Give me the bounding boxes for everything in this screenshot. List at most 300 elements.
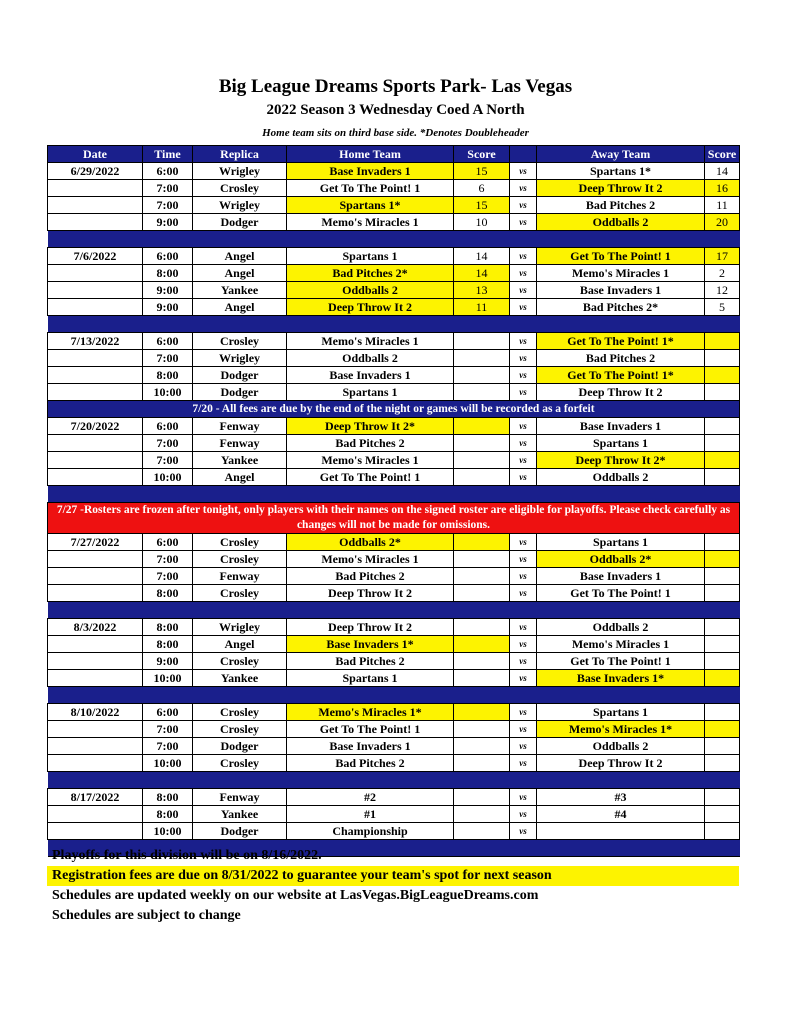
home-team-cell: Get To The Point! 1 bbox=[287, 721, 454, 738]
date-cell bbox=[48, 670, 143, 687]
away-score-cell bbox=[705, 469, 740, 486]
away-team-cell: Spartans 1 bbox=[537, 435, 705, 452]
banner-text: 7/20 - All fees are due by the end of the night or games will be recorded as a forfeit bbox=[48, 401, 740, 418]
time-cell: 10:00 bbox=[143, 469, 193, 486]
home-team-cell: Deep Throw It 2 bbox=[287, 585, 454, 602]
game-row bbox=[48, 248, 740, 265]
home-score-cell bbox=[454, 435, 510, 452]
home-team-cell: Base Invaders 1* bbox=[287, 636, 454, 653]
away-score-cell bbox=[705, 755, 740, 772]
home-score-cell bbox=[454, 806, 510, 823]
game-row bbox=[48, 823, 740, 840]
away-score-cell bbox=[705, 384, 740, 401]
home-score-cell bbox=[454, 823, 510, 840]
home-score-cell: 13 bbox=[454, 282, 510, 299]
away-team-cell: Bad Pitches 2 bbox=[537, 197, 705, 214]
away-team-cell: Deep Throw It 2 bbox=[537, 384, 705, 401]
game-row bbox=[48, 619, 740, 636]
game-row bbox=[48, 704, 740, 721]
away-score-cell bbox=[705, 585, 740, 602]
field-cell: Crosley bbox=[193, 333, 287, 350]
registration-note: Registration fees are due on 8/31/2022 to guarantee your team's spot for next season bbox=[47, 866, 739, 886]
field-cell: Crosley bbox=[193, 180, 287, 197]
game-row bbox=[48, 163, 740, 180]
field-cell: Fenway bbox=[193, 418, 287, 435]
col-header-home-team: Home Team bbox=[287, 146, 454, 163]
time-cell: 7:00 bbox=[143, 350, 193, 367]
field-cell: Dodger bbox=[193, 367, 287, 384]
field-cell: Crosley bbox=[193, 653, 287, 670]
away-score-cell bbox=[705, 636, 740, 653]
schedule-table bbox=[47, 145, 740, 857]
vs-cell: vs bbox=[510, 806, 537, 823]
game-row bbox=[48, 367, 740, 384]
time-cell: 8:00 bbox=[143, 789, 193, 806]
col-header-home-score: Score bbox=[454, 146, 510, 163]
away-team-cell: Get To The Point! 1 bbox=[537, 585, 705, 602]
field-cell: Crosley bbox=[193, 551, 287, 568]
separator-cell bbox=[48, 687, 740, 704]
time-cell: 10:00 bbox=[143, 823, 193, 840]
field-cell: Yankee bbox=[193, 452, 287, 469]
field-cell: Crosley bbox=[193, 755, 287, 772]
vs-cell: vs bbox=[510, 163, 537, 180]
date-cell bbox=[48, 282, 143, 299]
vs-cell: vs bbox=[510, 418, 537, 435]
home-team-cell: Base Invaders 1 bbox=[287, 738, 454, 755]
home-score-cell bbox=[454, 738, 510, 755]
field-cell: Wrigley bbox=[193, 197, 287, 214]
game-row bbox=[48, 418, 740, 435]
game-row bbox=[48, 653, 740, 670]
home-score-cell bbox=[454, 653, 510, 670]
away-team-cell: Base Invaders 1 bbox=[537, 282, 705, 299]
field-cell: Dodger bbox=[193, 823, 287, 840]
time-cell: 10:00 bbox=[143, 384, 193, 401]
date-cell bbox=[48, 721, 143, 738]
time-cell: 9:00 bbox=[143, 299, 193, 316]
separator-cell bbox=[48, 772, 740, 789]
away-score-cell bbox=[705, 738, 740, 755]
date-cell bbox=[48, 350, 143, 367]
vs-cell: vs bbox=[510, 214, 537, 231]
away-score-cell: 14 bbox=[705, 163, 740, 180]
schedule-body bbox=[48, 163, 740, 857]
away-score-cell bbox=[705, 452, 740, 469]
col-header-away-team: Away Team bbox=[537, 146, 705, 163]
away-score-cell bbox=[705, 418, 740, 435]
away-score-cell bbox=[705, 823, 740, 840]
field-cell: Fenway bbox=[193, 568, 287, 585]
vs-cell: vs bbox=[510, 789, 537, 806]
away-score-cell bbox=[705, 534, 740, 551]
home-score-cell bbox=[454, 704, 510, 721]
away-team-cell: Deep Throw It 2 bbox=[537, 755, 705, 772]
field-cell: Dodger bbox=[193, 214, 287, 231]
away-team-cell: Oddballs 2 bbox=[537, 214, 705, 231]
date-cell: 7/27/2022 bbox=[48, 534, 143, 551]
game-row bbox=[48, 738, 740, 755]
separator-cell bbox=[48, 231, 740, 248]
game-row bbox=[48, 180, 740, 197]
time-cell: 7:00 bbox=[143, 452, 193, 469]
home-team-cell: Spartans 1 bbox=[287, 670, 454, 687]
time-cell: 8:00 bbox=[143, 619, 193, 636]
playoffs-note: Playoffs for this division will be on 8/16/2022. bbox=[52, 848, 322, 863]
vs-cell: vs bbox=[510, 350, 537, 367]
away-score-cell bbox=[705, 619, 740, 636]
away-team-cell: Memo's Miracles 1 bbox=[537, 265, 705, 282]
date-cell bbox=[48, 384, 143, 401]
away-team-cell: Base Invaders 1 bbox=[537, 568, 705, 585]
time-cell: 6:00 bbox=[143, 534, 193, 551]
field-cell: Angel bbox=[193, 636, 287, 653]
home-team-cell: Oddballs 2* bbox=[287, 534, 454, 551]
game-row bbox=[48, 282, 740, 299]
time-cell: 9:00 bbox=[143, 653, 193, 670]
separator-cell bbox=[48, 602, 740, 619]
vs-cell: vs bbox=[510, 721, 537, 738]
home-team-cell: Spartans 1* bbox=[287, 197, 454, 214]
date-cell: 8/3/2022 bbox=[48, 619, 143, 636]
home-score-cell bbox=[454, 367, 510, 384]
header-row bbox=[48, 146, 740, 163]
field-cell: Crosley bbox=[193, 721, 287, 738]
time-cell: 6:00 bbox=[143, 418, 193, 435]
time-cell: 7:00 bbox=[143, 197, 193, 214]
home-score-cell bbox=[454, 619, 510, 636]
home-team-cell: Memo's Miracles 1 bbox=[287, 333, 454, 350]
time-cell: 6:00 bbox=[143, 248, 193, 265]
time-cell: 6:00 bbox=[143, 333, 193, 350]
game-row bbox=[48, 197, 740, 214]
game-row bbox=[48, 721, 740, 738]
time-cell: 6:00 bbox=[143, 163, 193, 180]
home-team-cell: Spartans 1 bbox=[287, 384, 454, 401]
date-cell bbox=[48, 653, 143, 670]
date-cell bbox=[48, 197, 143, 214]
home-score-cell: 14 bbox=[454, 248, 510, 265]
game-row bbox=[48, 585, 740, 602]
home-team-cell: Memo's Miracles 1 bbox=[287, 551, 454, 568]
home-team-cell: #2 bbox=[287, 789, 454, 806]
away-team-cell: Get To The Point! 1 bbox=[537, 248, 705, 265]
vs-cell: vs bbox=[510, 823, 537, 840]
page-subtitle: 2022 Season 3 Wednesday Coed A North bbox=[266, 102, 525, 118]
game-row bbox=[48, 214, 740, 231]
time-cell: 7:00 bbox=[143, 568, 193, 585]
home-team-cell: Memo's Miracles 1 bbox=[287, 214, 454, 231]
vs-cell: vs bbox=[510, 367, 537, 384]
col-header-away-score: Score bbox=[705, 146, 740, 163]
game-row bbox=[48, 265, 740, 282]
date-cell bbox=[48, 452, 143, 469]
date-cell bbox=[48, 180, 143, 197]
home-team-cell: Get To The Point! 1 bbox=[287, 180, 454, 197]
date-cell bbox=[48, 469, 143, 486]
week-separator bbox=[48, 687, 740, 704]
date-cell: 8/10/2022 bbox=[48, 704, 143, 721]
away-team-cell: Deep Throw It 2* bbox=[537, 452, 705, 469]
away-score-cell: 20 bbox=[705, 214, 740, 231]
time-cell: 7:00 bbox=[143, 738, 193, 755]
time-cell: 10:00 bbox=[143, 755, 193, 772]
away-score-cell bbox=[705, 333, 740, 350]
field-cell: Fenway bbox=[193, 789, 287, 806]
schedule-note: Home team sits on third base side. *Denotes Doubleheader bbox=[262, 127, 529, 139]
home-score-cell bbox=[454, 755, 510, 772]
vs-cell: vs bbox=[510, 636, 537, 653]
field-cell: Angel bbox=[193, 265, 287, 282]
home-score-cell: 14 bbox=[454, 265, 510, 282]
vs-cell: vs bbox=[510, 619, 537, 636]
game-row bbox=[48, 534, 740, 551]
home-score-cell bbox=[454, 789, 510, 806]
away-team-cell: Spartans 1 bbox=[537, 534, 705, 551]
time-cell: 8:00 bbox=[143, 265, 193, 282]
away-team-cell: Oddballs 2 bbox=[537, 619, 705, 636]
home-score-cell bbox=[454, 568, 510, 585]
game-row bbox=[48, 333, 740, 350]
game-row bbox=[48, 435, 740, 452]
vs-cell: vs bbox=[510, 670, 537, 687]
home-score-cell bbox=[454, 721, 510, 738]
vs-cell: vs bbox=[510, 265, 537, 282]
game-row bbox=[48, 789, 740, 806]
away-score-cell bbox=[705, 435, 740, 452]
home-score-cell bbox=[454, 384, 510, 401]
home-team-cell: Base Invaders 1 bbox=[287, 163, 454, 180]
home-score-cell bbox=[454, 585, 510, 602]
away-team-cell: Bad Pitches 2 bbox=[537, 350, 705, 367]
vs-cell: vs bbox=[510, 534, 537, 551]
col-header-vs bbox=[510, 146, 537, 163]
away-team-cell: Bad Pitches 2* bbox=[537, 299, 705, 316]
date-cell bbox=[48, 265, 143, 282]
date-cell: 7/6/2022 bbox=[48, 248, 143, 265]
field-cell: Wrigley bbox=[193, 350, 287, 367]
away-team-cell: Get To The Point! 1* bbox=[537, 367, 705, 384]
date-cell bbox=[48, 367, 143, 384]
away-score-cell bbox=[705, 653, 740, 670]
field-cell: Angel bbox=[193, 248, 287, 265]
away-score-cell: 16 bbox=[705, 180, 740, 197]
away-team-cell: Oddballs 2 bbox=[537, 738, 705, 755]
away-score-cell bbox=[705, 806, 740, 823]
time-cell: 7:00 bbox=[143, 435, 193, 452]
date-cell bbox=[48, 214, 143, 231]
game-row bbox=[48, 350, 740, 367]
vs-cell: vs bbox=[510, 333, 537, 350]
away-team-cell: Spartans 1 bbox=[537, 704, 705, 721]
week-separator bbox=[48, 231, 740, 248]
col-header-time: Time bbox=[143, 146, 193, 163]
home-score-cell bbox=[454, 670, 510, 687]
away-team-cell: Spartans 1* bbox=[537, 163, 705, 180]
away-team-cell: Get To The Point! 1 bbox=[537, 653, 705, 670]
home-team-cell: Oddballs 2 bbox=[287, 350, 454, 367]
away-score-cell bbox=[705, 670, 740, 687]
time-cell: 9:00 bbox=[143, 214, 193, 231]
date-cell bbox=[48, 299, 143, 316]
banner-text: 7/27 -Rosters are frozen after tonight, only players with their names on the signed roster are eligible for playoffs. Please check carefully as changes will not be made for omissions. bbox=[48, 503, 740, 534]
time-cell: 7:00 bbox=[143, 180, 193, 197]
home-team-cell: Base Invaders 1 bbox=[287, 367, 454, 384]
home-score-cell bbox=[454, 534, 510, 551]
time-cell: 10:00 bbox=[143, 670, 193, 687]
vs-cell: vs bbox=[510, 248, 537, 265]
time-cell: 7:00 bbox=[143, 721, 193, 738]
away-team-cell: Memo's Miracles 1 bbox=[537, 636, 705, 653]
vs-cell: vs bbox=[510, 653, 537, 670]
home-team-cell: Deep Throw It 2 bbox=[287, 299, 454, 316]
vs-cell: vs bbox=[510, 469, 537, 486]
week-separator bbox=[48, 602, 740, 619]
vs-cell: vs bbox=[510, 704, 537, 721]
game-row bbox=[48, 670, 740, 687]
vs-cell: vs bbox=[510, 435, 537, 452]
date-cell bbox=[48, 738, 143, 755]
time-cell: 8:00 bbox=[143, 636, 193, 653]
date-cell bbox=[48, 551, 143, 568]
game-row bbox=[48, 755, 740, 772]
home-team-cell: Spartans 1 bbox=[287, 248, 454, 265]
home-score-cell bbox=[454, 636, 510, 653]
game-row bbox=[48, 384, 740, 401]
field-cell: Yankee bbox=[193, 806, 287, 823]
vs-cell: vs bbox=[510, 738, 537, 755]
vs-cell: vs bbox=[510, 755, 537, 772]
field-cell: Dodger bbox=[193, 738, 287, 755]
time-cell: 8:00 bbox=[143, 806, 193, 823]
home-score-cell bbox=[454, 418, 510, 435]
game-row bbox=[48, 636, 740, 653]
home-score-cell bbox=[454, 350, 510, 367]
home-team-cell: #1 bbox=[287, 806, 454, 823]
week-separator bbox=[48, 316, 740, 333]
date-cell bbox=[48, 435, 143, 452]
game-row bbox=[48, 551, 740, 568]
home-team-cell: Get To The Point! 1 bbox=[287, 469, 454, 486]
home-score-cell: 6 bbox=[454, 180, 510, 197]
away-score-cell: 12 bbox=[705, 282, 740, 299]
away-score-cell: 11 bbox=[705, 197, 740, 214]
away-team-cell: Get To The Point! 1* bbox=[537, 333, 705, 350]
time-cell: 8:00 bbox=[143, 585, 193, 602]
field-cell: Crosley bbox=[193, 585, 287, 602]
time-cell: 9:00 bbox=[143, 282, 193, 299]
away-score-cell bbox=[705, 704, 740, 721]
field-cell: Yankee bbox=[193, 282, 287, 299]
home-team-cell: Championship bbox=[287, 823, 454, 840]
subject-to-change-note: Schedules are subject to change bbox=[52, 908, 241, 923]
date-cell: 6/29/2022 bbox=[48, 163, 143, 180]
away-team-cell: Oddballs 2* bbox=[537, 551, 705, 568]
vs-cell: vs bbox=[510, 384, 537, 401]
week-separator bbox=[48, 486, 740, 503]
away-team-cell: Deep Throw It 2 bbox=[537, 180, 705, 197]
field-cell: Angel bbox=[193, 469, 287, 486]
field-cell: Crosley bbox=[193, 704, 287, 721]
home-team-cell: Bad Pitches 2 bbox=[287, 435, 454, 452]
game-row bbox=[48, 299, 740, 316]
home-team-cell: Bad Pitches 2 bbox=[287, 653, 454, 670]
game-row bbox=[48, 469, 740, 486]
game-row bbox=[48, 452, 740, 469]
field-cell: Wrigley bbox=[193, 619, 287, 636]
home-team-cell: Bad Pitches 2* bbox=[287, 265, 454, 282]
time-cell: 8:00 bbox=[143, 367, 193, 384]
website-note: Schedules are updated weekly on our website at LasVegas.BigLeagueDreams.com bbox=[52, 888, 539, 903]
vs-cell: vs bbox=[510, 551, 537, 568]
away-team-cell bbox=[537, 823, 705, 840]
home-score-cell: 11 bbox=[454, 299, 510, 316]
vs-cell: vs bbox=[510, 299, 537, 316]
field-cell: Fenway bbox=[193, 435, 287, 452]
date-cell: 8/17/2022 bbox=[48, 789, 143, 806]
roster-banner bbox=[48, 503, 740, 534]
page-title: Big League Dreams Sports Park- Las Vegas bbox=[218, 76, 573, 97]
home-team-cell: Bad Pitches 2 bbox=[287, 755, 454, 772]
field-cell: Dodger bbox=[193, 384, 287, 401]
date-cell bbox=[48, 585, 143, 602]
home-score-cell: 10 bbox=[454, 214, 510, 231]
game-row bbox=[48, 806, 740, 823]
date-cell: 7/13/2022 bbox=[48, 333, 143, 350]
week-separator bbox=[48, 772, 740, 789]
vs-cell: vs bbox=[510, 197, 537, 214]
home-score-cell bbox=[454, 452, 510, 469]
time-cell: 7:00 bbox=[143, 551, 193, 568]
field-cell: Crosley bbox=[193, 534, 287, 551]
date-cell bbox=[48, 806, 143, 823]
field-cell: Angel bbox=[193, 299, 287, 316]
away-score-cell bbox=[705, 568, 740, 585]
home-score-cell bbox=[454, 469, 510, 486]
vs-cell: vs bbox=[510, 180, 537, 197]
away-score-cell bbox=[705, 789, 740, 806]
away-team-cell: #4 bbox=[537, 806, 705, 823]
away-team-cell: Memo's Miracles 1* bbox=[537, 721, 705, 738]
date-cell bbox=[48, 823, 143, 840]
away-score-cell bbox=[705, 551, 740, 568]
separator-cell bbox=[48, 316, 740, 333]
col-header-date: Date bbox=[48, 146, 143, 163]
vs-cell: vs bbox=[510, 568, 537, 585]
game-row bbox=[48, 568, 740, 585]
away-score-cell: 17 bbox=[705, 248, 740, 265]
field-cell: Yankee bbox=[193, 670, 287, 687]
away-team-cell: Oddballs 2 bbox=[537, 469, 705, 486]
away-team-cell: #3 bbox=[537, 789, 705, 806]
home-score-cell: 15 bbox=[454, 197, 510, 214]
away-team-cell: Base Invaders 1 bbox=[537, 418, 705, 435]
home-score-cell: 15 bbox=[454, 163, 510, 180]
away-score-cell bbox=[705, 350, 740, 367]
home-team-cell: Bad Pitches 2 bbox=[287, 568, 454, 585]
home-team-cell: Oddballs 2 bbox=[287, 282, 454, 299]
date-cell bbox=[48, 568, 143, 585]
away-score-cell: 2 bbox=[705, 265, 740, 282]
date-cell: 7/20/2022 bbox=[48, 418, 143, 435]
away-score-cell: 5 bbox=[705, 299, 740, 316]
home-team-cell: Memo's Miracles 1 bbox=[287, 452, 454, 469]
time-cell: 6:00 bbox=[143, 704, 193, 721]
col-header-replica: Replica bbox=[193, 146, 287, 163]
vs-cell: vs bbox=[510, 585, 537, 602]
date-cell bbox=[48, 755, 143, 772]
home-team-cell: Memo's Miracles 1* bbox=[287, 704, 454, 721]
